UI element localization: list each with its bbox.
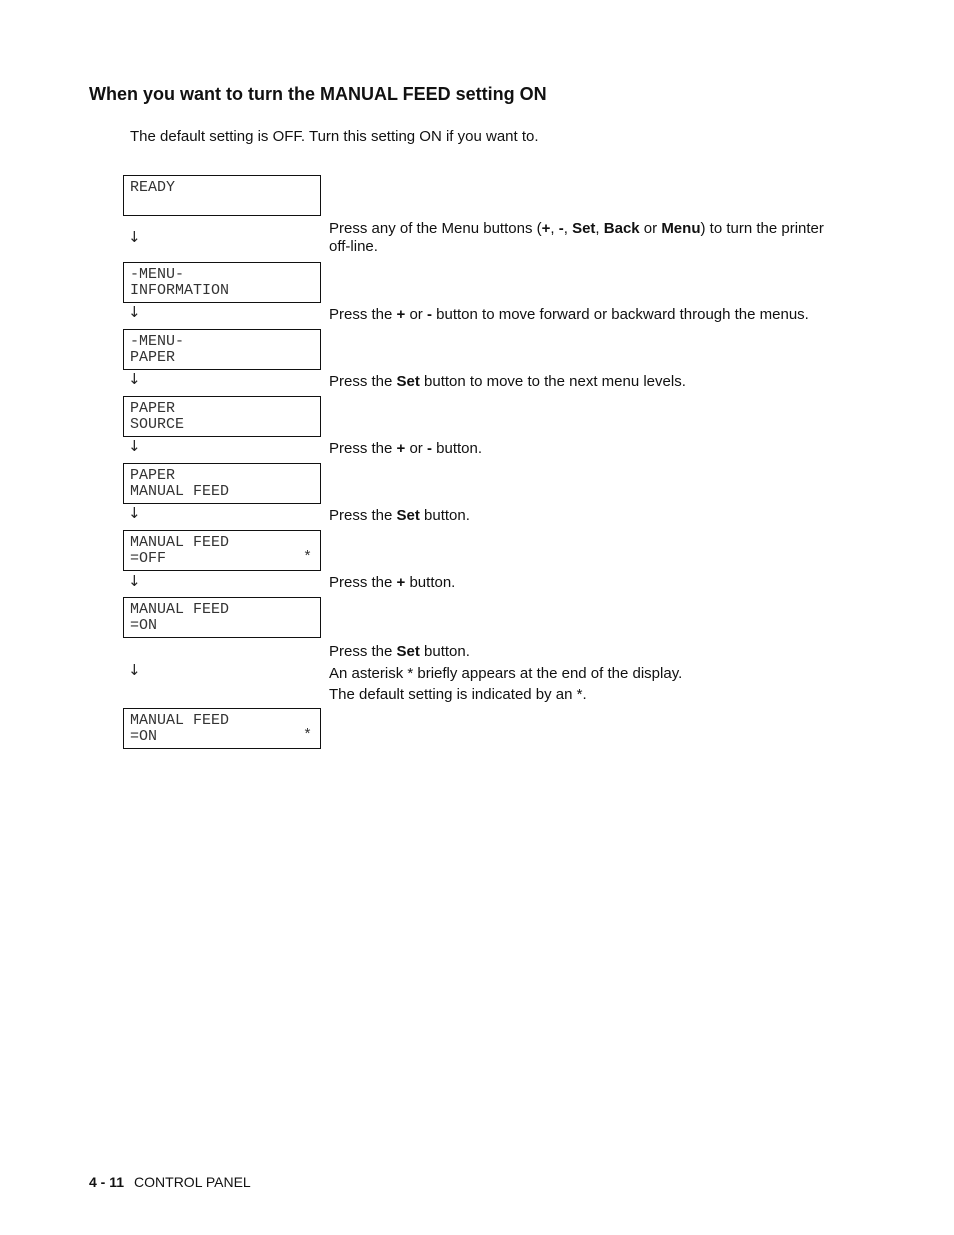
down-arrow-icon: ↓: [128, 661, 141, 679]
instruction-text: Press the: [329, 373, 397, 390]
down-arrow-icon: ↓: [128, 572, 141, 590]
lcd-line-2: SOURCE: [130, 415, 185, 433]
lcd-display-paper-manual-feed: [123, 463, 321, 504]
lcd-line-1: -MENU-: [130, 333, 185, 350]
lcd-line-1: MANUAL FEED: [130, 601, 230, 618]
lcd-line-2: INFORMATION: [130, 281, 230, 299]
instruction-step-3: [329, 373, 859, 391]
down-arrow-icon: ↓: [128, 437, 141, 455]
lcd-display-menu-paper: [123, 329, 321, 370]
lcd-line-2: =OFF: [130, 549, 167, 567]
lcd-line-2: PAPER: [130, 348, 176, 366]
lcd-line-2: =ON: [130, 727, 158, 745]
lcd-display-ready: [123, 175, 321, 216]
lcd-line-2: MANUAL FEED: [130, 482, 230, 500]
down-arrow-icon: ↓: [128, 504, 141, 522]
instruction-step-7: [329, 641, 859, 706]
lcd-line-1: MANUAL FEED: [130, 534, 230, 551]
instruction-text: button.: [431, 440, 483, 457]
lcd-line-1: MANUAL FEED: [130, 712, 230, 729]
page-footer: [89, 1174, 251, 1190]
lcd-display-manual-feed-on-default: [123, 708, 321, 749]
lcd-display-manual-feed-off: [123, 530, 321, 571]
menu-key-label: Menu: [661, 220, 701, 237]
instruction-text: button to move to the next menu levels.: [419, 373, 686, 390]
down-arrow-icon: ↓: [128, 228, 141, 246]
set-key-label: Set: [396, 643, 420, 660]
lcd-line-1: PAPER: [130, 467, 176, 484]
lcd-asterisk: *: [302, 548, 312, 566]
instruction-text: button.: [405, 574, 456, 591]
instruction-text: or: [405, 306, 427, 323]
set-key-label: Set: [396, 507, 420, 524]
back-key-label: Back: [603, 220, 640, 237]
plus-key-label: +: [396, 440, 406, 457]
instruction-step-1: [329, 220, 849, 256]
instruction-text: Press the: [329, 440, 397, 457]
instruction-text: Press the: [329, 643, 397, 660]
asterisk-note: An asterisk * briefly appears at the end of the display.: [329, 664, 683, 682]
instruction-text: ) to turn the printer off-line.: [329, 220, 824, 255]
lcd-line-2: =ON: [130, 616, 158, 634]
instruction-text: button.: [419, 643, 470, 660]
lcd-line-1: READY: [130, 179, 176, 196]
lcd-display-menu-information: [123, 262, 321, 303]
instruction-step-4: [329, 440, 859, 458]
plus-key-label: +: [396, 574, 406, 591]
default-note: The default setting is indicated by an *.: [329, 686, 587, 703]
page-number: 4 - 11: [89, 1174, 125, 1190]
instruction-step-6: [329, 574, 859, 592]
minus-key-label: -: [426, 440, 432, 457]
instruction-text: Press the: [329, 574, 397, 591]
instruction-text: Press the: [329, 306, 397, 323]
instruction-text: or: [405, 440, 427, 457]
instruction-step-5: [329, 507, 859, 525]
plus-key-label: +: [396, 306, 406, 323]
instruction-text: Press the: [329, 507, 397, 524]
set-key-label: Set: [572, 220, 596, 237]
instruction-step-2: [329, 306, 859, 324]
separator: ,: [563, 220, 573, 237]
lcd-display-manual-feed-on: [123, 597, 321, 638]
instruction-text: button to move forward or backward through the menus.: [431, 306, 809, 323]
set-key-label: Set: [396, 373, 420, 390]
separator: or: [639, 220, 662, 237]
minus-key-label: -: [426, 306, 432, 323]
instruction-text: Press any of the Menu buttons (: [329, 220, 542, 237]
lcd-line-2: [130, 196, 320, 212]
lcd-line-1: -MENU-: [130, 266, 185, 283]
down-arrow-icon: ↓: [128, 370, 141, 388]
instruction-text: button.: [419, 507, 470, 524]
section-name: CONTROL PANEL: [134, 1174, 251, 1190]
minus-key-label: -: [558, 220, 564, 237]
separator: ,: [595, 220, 604, 237]
intro-text: The default setting is OFF. Turn this setting ON if you want to.: [130, 128, 539, 145]
separator: ,: [550, 220, 559, 237]
lcd-display-paper-source: [123, 396, 321, 437]
down-arrow-icon: ↓: [128, 303, 141, 321]
plus-key-label: +: [541, 220, 551, 237]
page-heading: When you want to turn the MANUAL FEED setting ON: [89, 84, 547, 104]
lcd-asterisk: *: [302, 726, 312, 744]
lcd-line-1: PAPER: [130, 400, 176, 417]
